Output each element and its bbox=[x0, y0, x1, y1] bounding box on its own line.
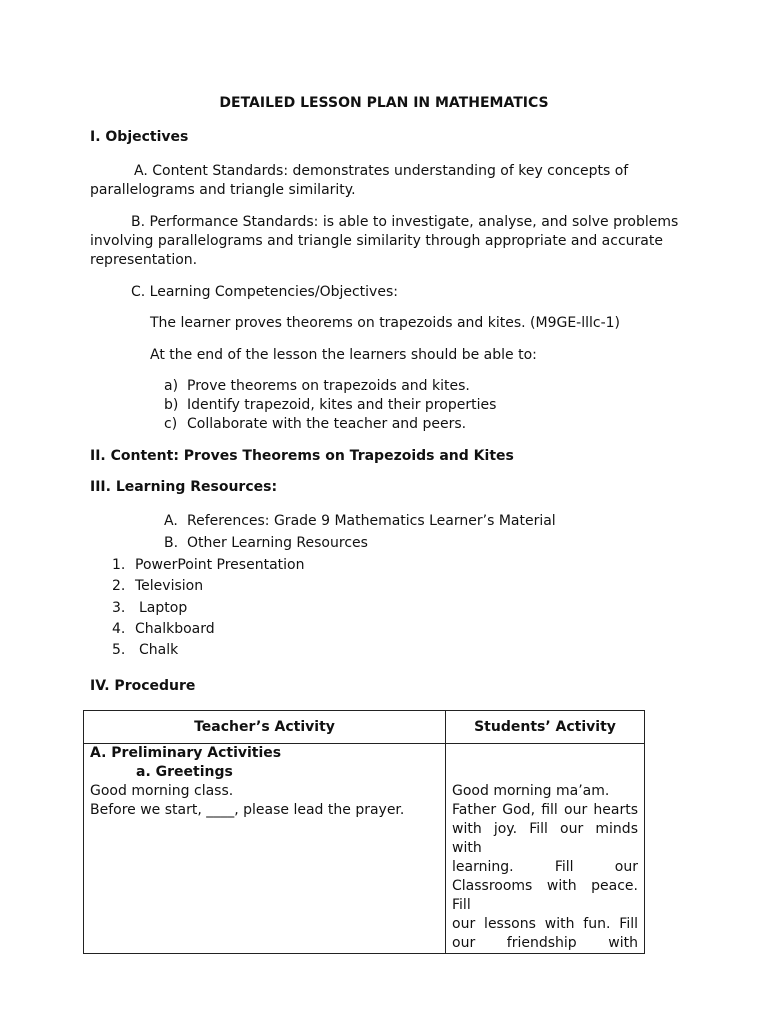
table-row bbox=[84, 744, 645, 954]
list-item-text: Identify trapezoid, kites and their properties bbox=[187, 397, 497, 413]
teacher-activity-header: Teacher’s Activity bbox=[84, 711, 446, 744]
list-item-text: PowerPoint Presentation bbox=[135, 557, 305, 573]
list-item-text: Collaborate with the teacher and peers. bbox=[187, 416, 467, 432]
performance-standards-line-3: representation. bbox=[90, 252, 198, 268]
student-line: with joy. Fill our minds with bbox=[452, 821, 638, 856]
table-header-row bbox=[84, 711, 645, 744]
teacher-line: Before we start, ____, please lead the prayer. bbox=[90, 802, 405, 818]
resources-heading: III. Learning Resources: bbox=[90, 479, 278, 495]
list-item-text: Chalk bbox=[139, 642, 179, 658]
students-activity-cell bbox=[446, 744, 645, 954]
content-heading: II. Content: Proves Theorems on Trapezoids and Kites bbox=[90, 448, 514, 464]
list-item-text: Laptop bbox=[139, 600, 188, 616]
list-marker: b) bbox=[164, 397, 179, 413]
student-line: learning. Fill our bbox=[452, 859, 638, 875]
teacher-line: Good morning class. bbox=[90, 783, 234, 799]
student-line: Classrooms with peace. Fill bbox=[452, 878, 638, 913]
list-marker: c) bbox=[164, 416, 178, 432]
procedure-table bbox=[83, 710, 645, 954]
references-text: References: Grade 9 Mathematics Learner’s Material bbox=[187, 513, 556, 529]
preliminary-activities-label: A. Preliminary Activities bbox=[90, 745, 282, 761]
performance-standards-line-1: B. Performance Standards: is able to investigate, analyse, and solve problems bbox=[131, 214, 679, 230]
learner-proves-text: The learner proves theorems on trapezoids and kites. (M9GE-lllc-1) bbox=[150, 315, 621, 331]
student-line: Good morning ma’am. bbox=[452, 783, 610, 799]
list-marker: 3. bbox=[112, 600, 126, 616]
document-title: DETAILED LESSON PLAN IN MATHEMATICS bbox=[219, 95, 549, 111]
student-line: Father God, fill our hearts bbox=[452, 802, 638, 818]
list-marker: 4. bbox=[112, 621, 126, 637]
list-item-text: Chalkboard bbox=[135, 621, 215, 637]
other-resources-text: Other Learning Resources bbox=[187, 535, 368, 551]
performance-standards-line-2: involving parallelograms and triangle similarity through appropriate and accurate bbox=[90, 233, 663, 249]
list-marker: 5. bbox=[112, 642, 126, 658]
student-line: our friendship with bbox=[452, 935, 638, 951]
competencies-heading: C. Learning Competencies/Objectives: bbox=[131, 284, 398, 300]
objectives-heading: I. Objectives bbox=[90, 129, 189, 145]
students-activity-header: Students’ Activity bbox=[446, 711, 645, 744]
content-standards-line-2: parallelograms and triangle similarity. bbox=[90, 182, 356, 198]
procedure-heading: IV. Procedure bbox=[90, 678, 196, 694]
list-item-text: Prove theorems on trapezoids and kites. bbox=[187, 378, 470, 394]
teacher-activity-cell bbox=[84, 744, 446, 954]
content-standards-line-1: A. Content Standards: demonstrates understanding of key concepts of bbox=[134, 163, 629, 179]
list-item-text: Television bbox=[135, 578, 204, 594]
list-marker: 1. bbox=[112, 557, 126, 573]
greetings-label: a. Greetings bbox=[136, 764, 233, 780]
list-marker: a) bbox=[164, 378, 179, 394]
references-marker: A. bbox=[164, 513, 178, 529]
list-marker: 2. bbox=[112, 578, 126, 594]
other-resources-marker: B. bbox=[164, 535, 179, 551]
student-line: our lessons with fun. Fill bbox=[452, 916, 638, 932]
end-of-lesson-text: At the end of the lesson the learners should be able to: bbox=[150, 347, 537, 363]
